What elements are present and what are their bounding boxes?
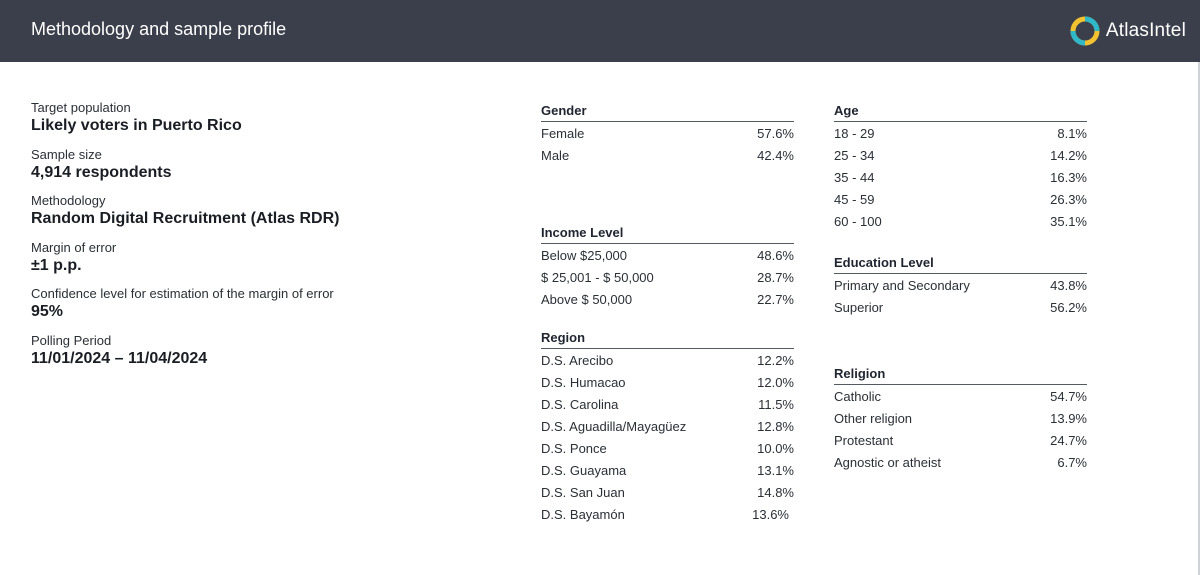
brand (1070, 15, 1186, 47)
row-value: 24.7% (1050, 433, 1087, 448)
table-row (541, 437, 794, 459)
table-title: Religion (834, 365, 1087, 385)
row-value: 13.9% (1050, 411, 1087, 426)
table-row (834, 122, 1087, 144)
table-row (834, 166, 1087, 188)
row-value: 14.2% (1050, 148, 1087, 163)
row-value: 11.5% (758, 397, 794, 412)
row-label: Catholic (834, 389, 881, 404)
row-label: Superior (834, 300, 884, 315)
methodology-item-target (31, 100, 471, 147)
methodology-label: Sample size (31, 146, 102, 162)
row-label: D.S. Guayama (541, 463, 627, 478)
age-table (834, 102, 1087, 232)
table-row (834, 188, 1087, 210)
row-value: 43.8% (1050, 278, 1087, 293)
table-row (834, 144, 1087, 166)
methodology-panel (31, 100, 471, 379)
income-table (541, 224, 794, 310)
row-value: 6.7% (1057, 455, 1087, 470)
table-row (834, 407, 1087, 429)
row-label: D.S. Arecibo (541, 353, 614, 368)
row-value: 13.1% (757, 463, 794, 478)
row-value: 13.6% (752, 507, 789, 522)
row-label: D.S. Carolina (541, 397, 619, 412)
row-label: 18 - 29 (834, 126, 875, 141)
table-title: Income Level (541, 224, 794, 244)
row-label: Primary and Secondary (834, 278, 970, 293)
row-label: 60 - 100 (834, 214, 882, 229)
table-row (541, 349, 794, 371)
page-title: Methodology and sample profile (31, 19, 287, 39)
brand-name: AtlasIntel (1105, 20, 1186, 41)
row-value: 14.8% (757, 485, 794, 500)
row-label: Below $25,000 (541, 248, 628, 263)
row-label: 25 - 34 (834, 148, 875, 163)
table-row (541, 503, 794, 525)
religion-table (834, 365, 1087, 473)
table-row (834, 210, 1087, 232)
methodology-label: Target population (31, 100, 131, 115)
table-row (541, 288, 794, 310)
table-row (541, 244, 794, 266)
row-label: Protestant (834, 433, 894, 448)
row-label: $ 25,001 - $ 50,000 (541, 270, 654, 285)
row-label: D.S. Humacao (541, 375, 626, 390)
atlasintel-logo-icon (1070, 16, 1100, 46)
row-value: 56.2% (1050, 300, 1087, 315)
methodology-item-sample (31, 147, 471, 194)
table-row (541, 393, 794, 415)
region-table (541, 329, 794, 525)
row-value: 35.1% (1050, 214, 1087, 229)
methodology-value: Random Digital Recruitment (Atlas RDR) (31, 210, 340, 227)
table-row (541, 122, 794, 144)
row-value: 54.7% (1050, 389, 1087, 404)
methodology-item-method (31, 193, 471, 240)
row-label: D.S. San Juan (541, 485, 625, 500)
row-label: 35 - 44 (834, 170, 875, 185)
table-title: Gender (541, 102, 794, 122)
table-row (541, 371, 794, 393)
row-label: Other religion (834, 411, 913, 426)
methodology-value: Likely voters in Puerto Rico (31, 117, 242, 134)
table-row (541, 266, 794, 288)
table-title: Education Level (834, 254, 1087, 274)
row-value: 12.2% (757, 353, 794, 368)
row-label: Female (541, 126, 585, 141)
methodology-item-margin (31, 240, 471, 287)
table-row (834, 385, 1087, 407)
table-row (834, 296, 1087, 318)
education-table (834, 254, 1087, 318)
table-row (541, 415, 794, 437)
methodology-label: Methodology (31, 193, 106, 208)
row-label: D.S. Ponce (541, 441, 607, 456)
table-row (541, 481, 794, 503)
table-row (834, 451, 1087, 473)
row-label: Agnostic or atheist (834, 455, 941, 470)
gender-table (541, 102, 794, 166)
row-value: 16.3% (1050, 170, 1087, 185)
row-value: 48.6% (757, 248, 794, 263)
table-row (834, 274, 1087, 296)
row-value: 12.8% (757, 419, 794, 434)
header-bar (0, 0, 1200, 62)
row-label: D.S. Bayamón (541, 507, 625, 522)
row-value: 8.1% (1057, 126, 1087, 141)
methodology-label: Margin of error (31, 239, 117, 255)
table-row (541, 459, 794, 481)
methodology-value: 11/01/2024 – 11/04/2024 (31, 349, 208, 367)
row-label: Male (541, 148, 570, 163)
methodology-label: Polling Period (31, 332, 112, 348)
row-label: D.S. Aguadilla/Mayagüez (541, 419, 687, 434)
methodology-item-period (31, 333, 471, 380)
methodology-item-confidence (31, 286, 471, 333)
table-row (541, 144, 794, 166)
row-value: 57.6% (757, 126, 794, 141)
table-title: Age (834, 102, 1087, 122)
methodology-value: ±1 p.p. (31, 256, 82, 274)
methodology-value: 4,914 respondents (31, 163, 172, 181)
row-value: 42.4% (757, 148, 794, 163)
row-value: 12.0% (757, 375, 794, 390)
table-row (834, 429, 1087, 451)
row-value: 10.0% (757, 441, 794, 456)
methodology-label: Confidence level for estimation of the margin of error (31, 286, 334, 301)
row-value: 26.3% (1050, 192, 1087, 207)
row-value: 22.7% (757, 292, 794, 307)
methodology-value: 95% (31, 303, 64, 320)
row-value: 28.7% (757, 270, 794, 285)
row-label: 45 - 59 (834, 192, 875, 207)
table-title: Region (541, 329, 794, 349)
row-label: Above $ 50,000 (541, 292, 633, 307)
